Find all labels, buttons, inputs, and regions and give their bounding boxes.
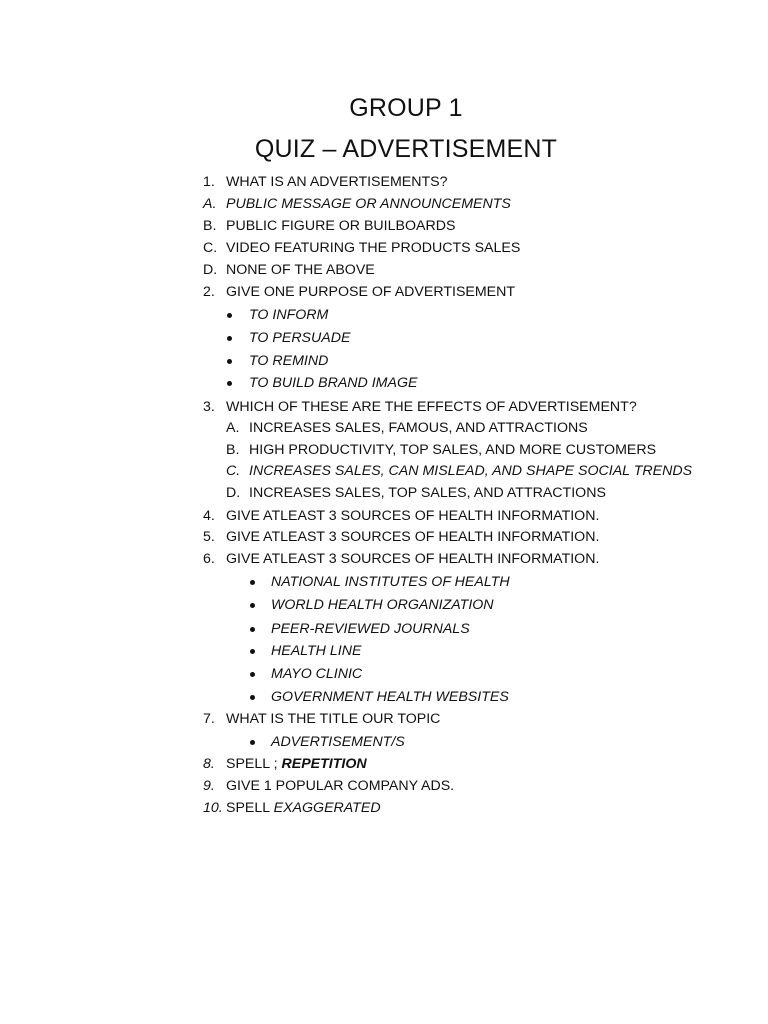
question-number: 3.	[203, 399, 215, 415]
bullet-icon	[250, 695, 255, 700]
question-number: 7.	[203, 711, 215, 727]
option-text: HIGH PRODUCTIVITY, TOP SALES, AND MORE CUSTOMERS	[249, 442, 657, 458]
bullet-text: NATIONAL INSTITUTES OF HEALTH	[271, 574, 510, 590]
question-text: GIVE ONE PURPOSE OF ADVERTISEMENT	[226, 284, 516, 300]
question-text: SPELL ;	[226, 756, 278, 772]
option-text: PUBLIC FIGURE OR BUILBOARDS	[226, 218, 456, 234]
bullet-text: TO PERSUADE	[249, 330, 351, 346]
question-number: 2.	[203, 284, 215, 300]
bullet-text: WORLD HEALTH ORGANIZATION	[271, 597, 494, 613]
option-text: INCREASES SALES, CAN MISLEAD, AND SHAPE SOCIAL TRENDS	[249, 463, 693, 479]
question-number: 1.	[203, 174, 215, 190]
question-number: 6.	[203, 551, 215, 567]
option-letter: C.	[203, 240, 218, 256]
bullet-icon	[227, 313, 232, 318]
question-number: 8.	[203, 756, 215, 772]
bullet-icon	[227, 381, 232, 386]
option-text: INCREASES SALES, TOP SALES, AND ATTRACTIONS	[249, 485, 606, 501]
bullet-text: TO REMIND	[249, 353, 329, 369]
bullet-text: MAYO CLINIC	[271, 666, 363, 682]
option-text: INCREASES SALES, FAMOUS, AND ATTRACTIONS	[249, 420, 588, 436]
option-letter: A.	[203, 196, 217, 212]
option-letter: D.	[226, 485, 241, 501]
question-text: WHAT IS THE TITLE OUR TOPIC	[226, 711, 441, 727]
option-letter: A.	[226, 420, 240, 436]
bullet-text: ADVERTISEMENT/S	[271, 734, 405, 750]
question-text-wrap	[226, 754, 367, 774]
bullet-icon	[250, 627, 255, 632]
question-number: 10.	[203, 800, 223, 816]
quiz-title: QUIZ – ADVERTISEMENT	[254, 135, 558, 163]
question-number: 9.	[203, 778, 215, 794]
bullet-text: GOVERNMENT HEALTH WEBSITES	[271, 689, 509, 705]
question-text-wrap	[226, 798, 381, 818]
option-text: PUBLIC MESSAGE OR ANNOUNCEMENTS	[226, 196, 511, 212]
bullet-icon	[250, 672, 255, 677]
bullet-text: TO BUILD BRAND IMAGE	[249, 375, 418, 391]
bullet-icon	[250, 649, 255, 654]
question-text: WHAT IS AN ADVERTISEMENTS?	[226, 174, 448, 190]
option-letter: C.	[226, 463, 241, 479]
question-text: WHICH OF THESE ARE THE EFFECTS OF ADVERTISEMENT?	[226, 399, 637, 415]
option-letter: D.	[203, 262, 218, 278]
option-text: VIDEO FEATURING THE PRODUCTS SALES	[226, 240, 521, 256]
option-text: NONE OF THE ABOVE	[226, 262, 375, 278]
bullet-icon	[250, 580, 255, 585]
bullet-text: TO INFORM	[249, 307, 329, 323]
bullet-icon	[250, 740, 255, 745]
question-text: GIVE 1 POPULAR COMPANY ADS.	[226, 778, 455, 794]
bullet-text: HEALTH LINE	[271, 643, 362, 659]
spelling-word: REPETITION	[281, 756, 367, 772]
question-text: GIVE ATLEAST 3 SOURCES OF HEALTH INFORMATION.	[226, 551, 600, 567]
question-number: 4.	[203, 508, 215, 524]
question-text: SPELL	[226, 800, 270, 816]
option-letter: B.	[203, 218, 217, 234]
bullet-icon	[227, 359, 232, 364]
question-text: GIVE ATLEAST 3 SOURCES OF HEALTH INFORMATION.	[226, 529, 600, 545]
question-number: 5.	[203, 529, 215, 545]
bullet-text: PEER-REVIEWED JOURNALS	[271, 621, 470, 637]
bullet-icon	[250, 603, 255, 608]
question-text: GIVE ATLEAST 3 SOURCES OF HEALTH INFORMATION.	[226, 508, 600, 524]
bullet-icon	[227, 336, 232, 341]
group-title: GROUP 1	[349, 94, 463, 122]
option-letter: B.	[226, 442, 240, 458]
spelling-word: EXAGGERATED	[273, 800, 381, 816]
